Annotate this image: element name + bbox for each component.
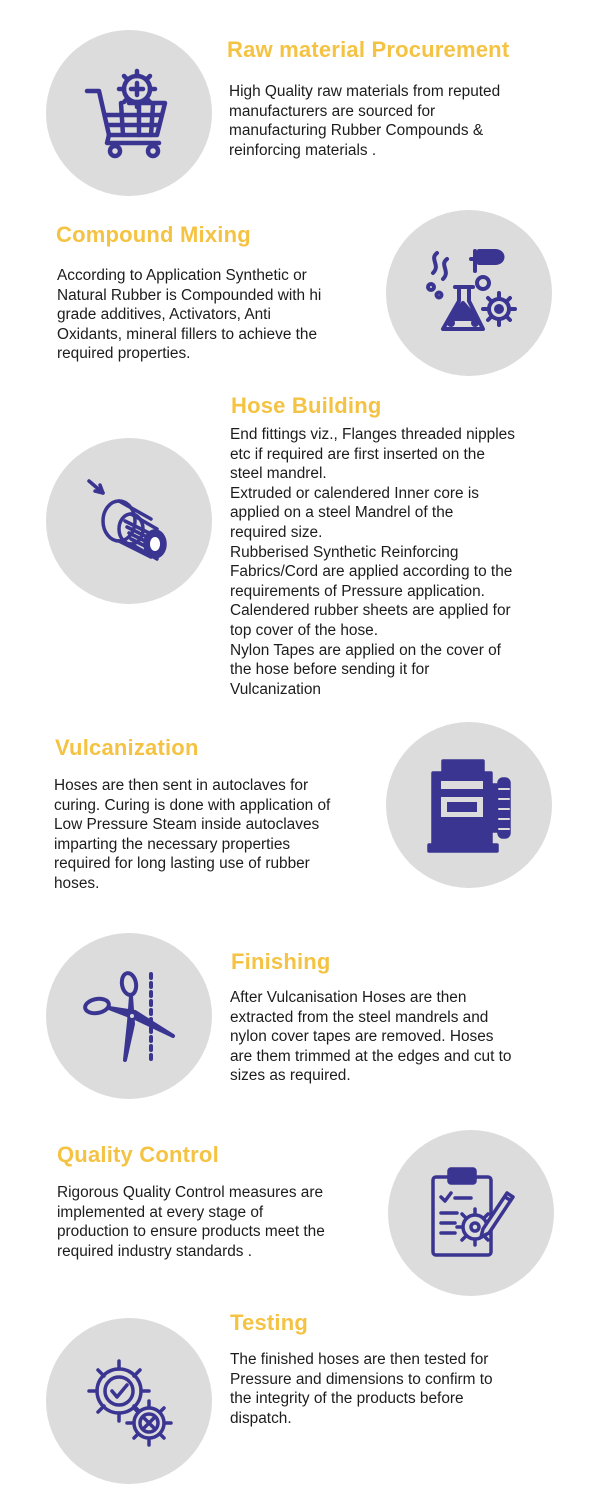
step-title: Hose Building [231, 393, 382, 418]
desc-line: After Vulcanisation Hoses are then [230, 989, 467, 1006]
hose-layers-icon [79, 471, 179, 571]
step-title: Raw material Procurement [227, 37, 510, 62]
desc-line: Extruded or calendered Inner core is [230, 484, 479, 502]
desc-line: nylon cover tapes are removed. Hoses [230, 1028, 494, 1046]
step-description [54, 776, 330, 894]
desc-line: production to ensure products meet the [57, 1223, 325, 1241]
clipboard-checklist-gear-icon [421, 1163, 521, 1263]
desc-line: steel mandrel. [230, 465, 327, 483]
desc-line: curing. Curing is done with application of [54, 796, 331, 814]
step-icon-circle [46, 30, 212, 196]
desc-line: required size. [230, 523, 323, 541]
step-icon-circle [46, 1318, 212, 1484]
desc-line: Nylon Tapes are applied on the cover of [230, 641, 501, 659]
desc-line: top cover of the hose. [230, 621, 379, 639]
desc-line: Low Pressure Steam inside autoclaves [54, 816, 320, 834]
step-description [57, 1183, 325, 1261]
desc-line: manufacturers are sourced for [229, 102, 436, 120]
desc-line: required industry standards . [57, 1242, 253, 1260]
desc-line: the integrity of the products before [230, 1390, 464, 1408]
desc-line: implemented at every stage of [57, 1203, 264, 1221]
desc-line: Rigorous Quality Control measures are [57, 1184, 324, 1201]
desc-line: Natural Rubber is Compounded with hi [57, 286, 322, 304]
desc-line: Vulcanization [230, 680, 321, 698]
desc-line: dispatch. [230, 1409, 292, 1427]
desc-line: applied on a steel Mandrel of the [230, 504, 454, 522]
desc-line: are them trimmed at the edges and cut to [230, 1047, 512, 1065]
step-description [230, 425, 515, 699]
step-title: Vulcanization [55, 735, 199, 760]
step-title: Compound Mixing [56, 222, 251, 247]
desc-line: Fabrics/Cord are applied according to the [230, 563, 513, 581]
desc-line: reinforcing materials . [229, 141, 377, 159]
autoclave-machine-icon [419, 755, 519, 855]
desc-line: According to Application Synthetic or [57, 267, 307, 284]
desc-line: Oxidants, mineral fillers to achieve the [57, 325, 318, 343]
step-icon-circle [388, 1130, 554, 1296]
desc-line: hoses. [54, 874, 100, 892]
desc-line: The finished hoses are then tested for [230, 1351, 489, 1368]
step-icon-circle [386, 722, 552, 888]
step-description [229, 82, 500, 160]
desc-line: High Quality raw materials from reputed [229, 83, 501, 100]
desc-line: Rubberised Synthetic Reinforcing [230, 543, 459, 561]
step-description [230, 988, 511, 1086]
step-description [230, 1350, 493, 1428]
desc-line: requirements of Pressure application. [230, 582, 485, 600]
step-title: Testing [230, 1310, 308, 1335]
step-description [57, 266, 321, 364]
desc-line: the hose before sending it for [230, 661, 430, 679]
desc-line: Calendered rubber sheets are applied for [230, 602, 511, 620]
scissors-cut-line-icon [79, 966, 179, 1066]
desc-line: grade additives, Activators, Anti [57, 306, 271, 324]
step-title: Finishing [231, 949, 331, 974]
desc-line: extracted from the steel mandrels and [230, 1008, 489, 1026]
gears-check-cross-icon [79, 1351, 179, 1451]
step-icon-circle [46, 933, 212, 1099]
desc-line: required properties. [57, 345, 191, 363]
step-icon-circle [46, 438, 212, 604]
desc-line: Hoses are then sent in autoclaves for [54, 777, 309, 794]
desc-line: manufacturing Rubber Compounds & [229, 122, 484, 140]
desc-line: etc if required are first inserted on the [230, 445, 485, 463]
step-title: Quality Control [57, 1142, 219, 1167]
step-icon-circle [386, 210, 552, 376]
chemistry-flask-gear-icon [419, 243, 519, 343]
desc-line: sizes as required. [230, 1067, 351, 1085]
desc-line: Pressure and dimensions to confirm to [230, 1370, 493, 1388]
desc-line: imparting the necessary properties [54, 835, 291, 853]
desc-line: required for long lasting use of rubber [54, 855, 310, 873]
desc-line: End fittings viz., Flanges threaded nipples [230, 426, 515, 443]
shopping-cart-gear-icon [79, 63, 179, 163]
